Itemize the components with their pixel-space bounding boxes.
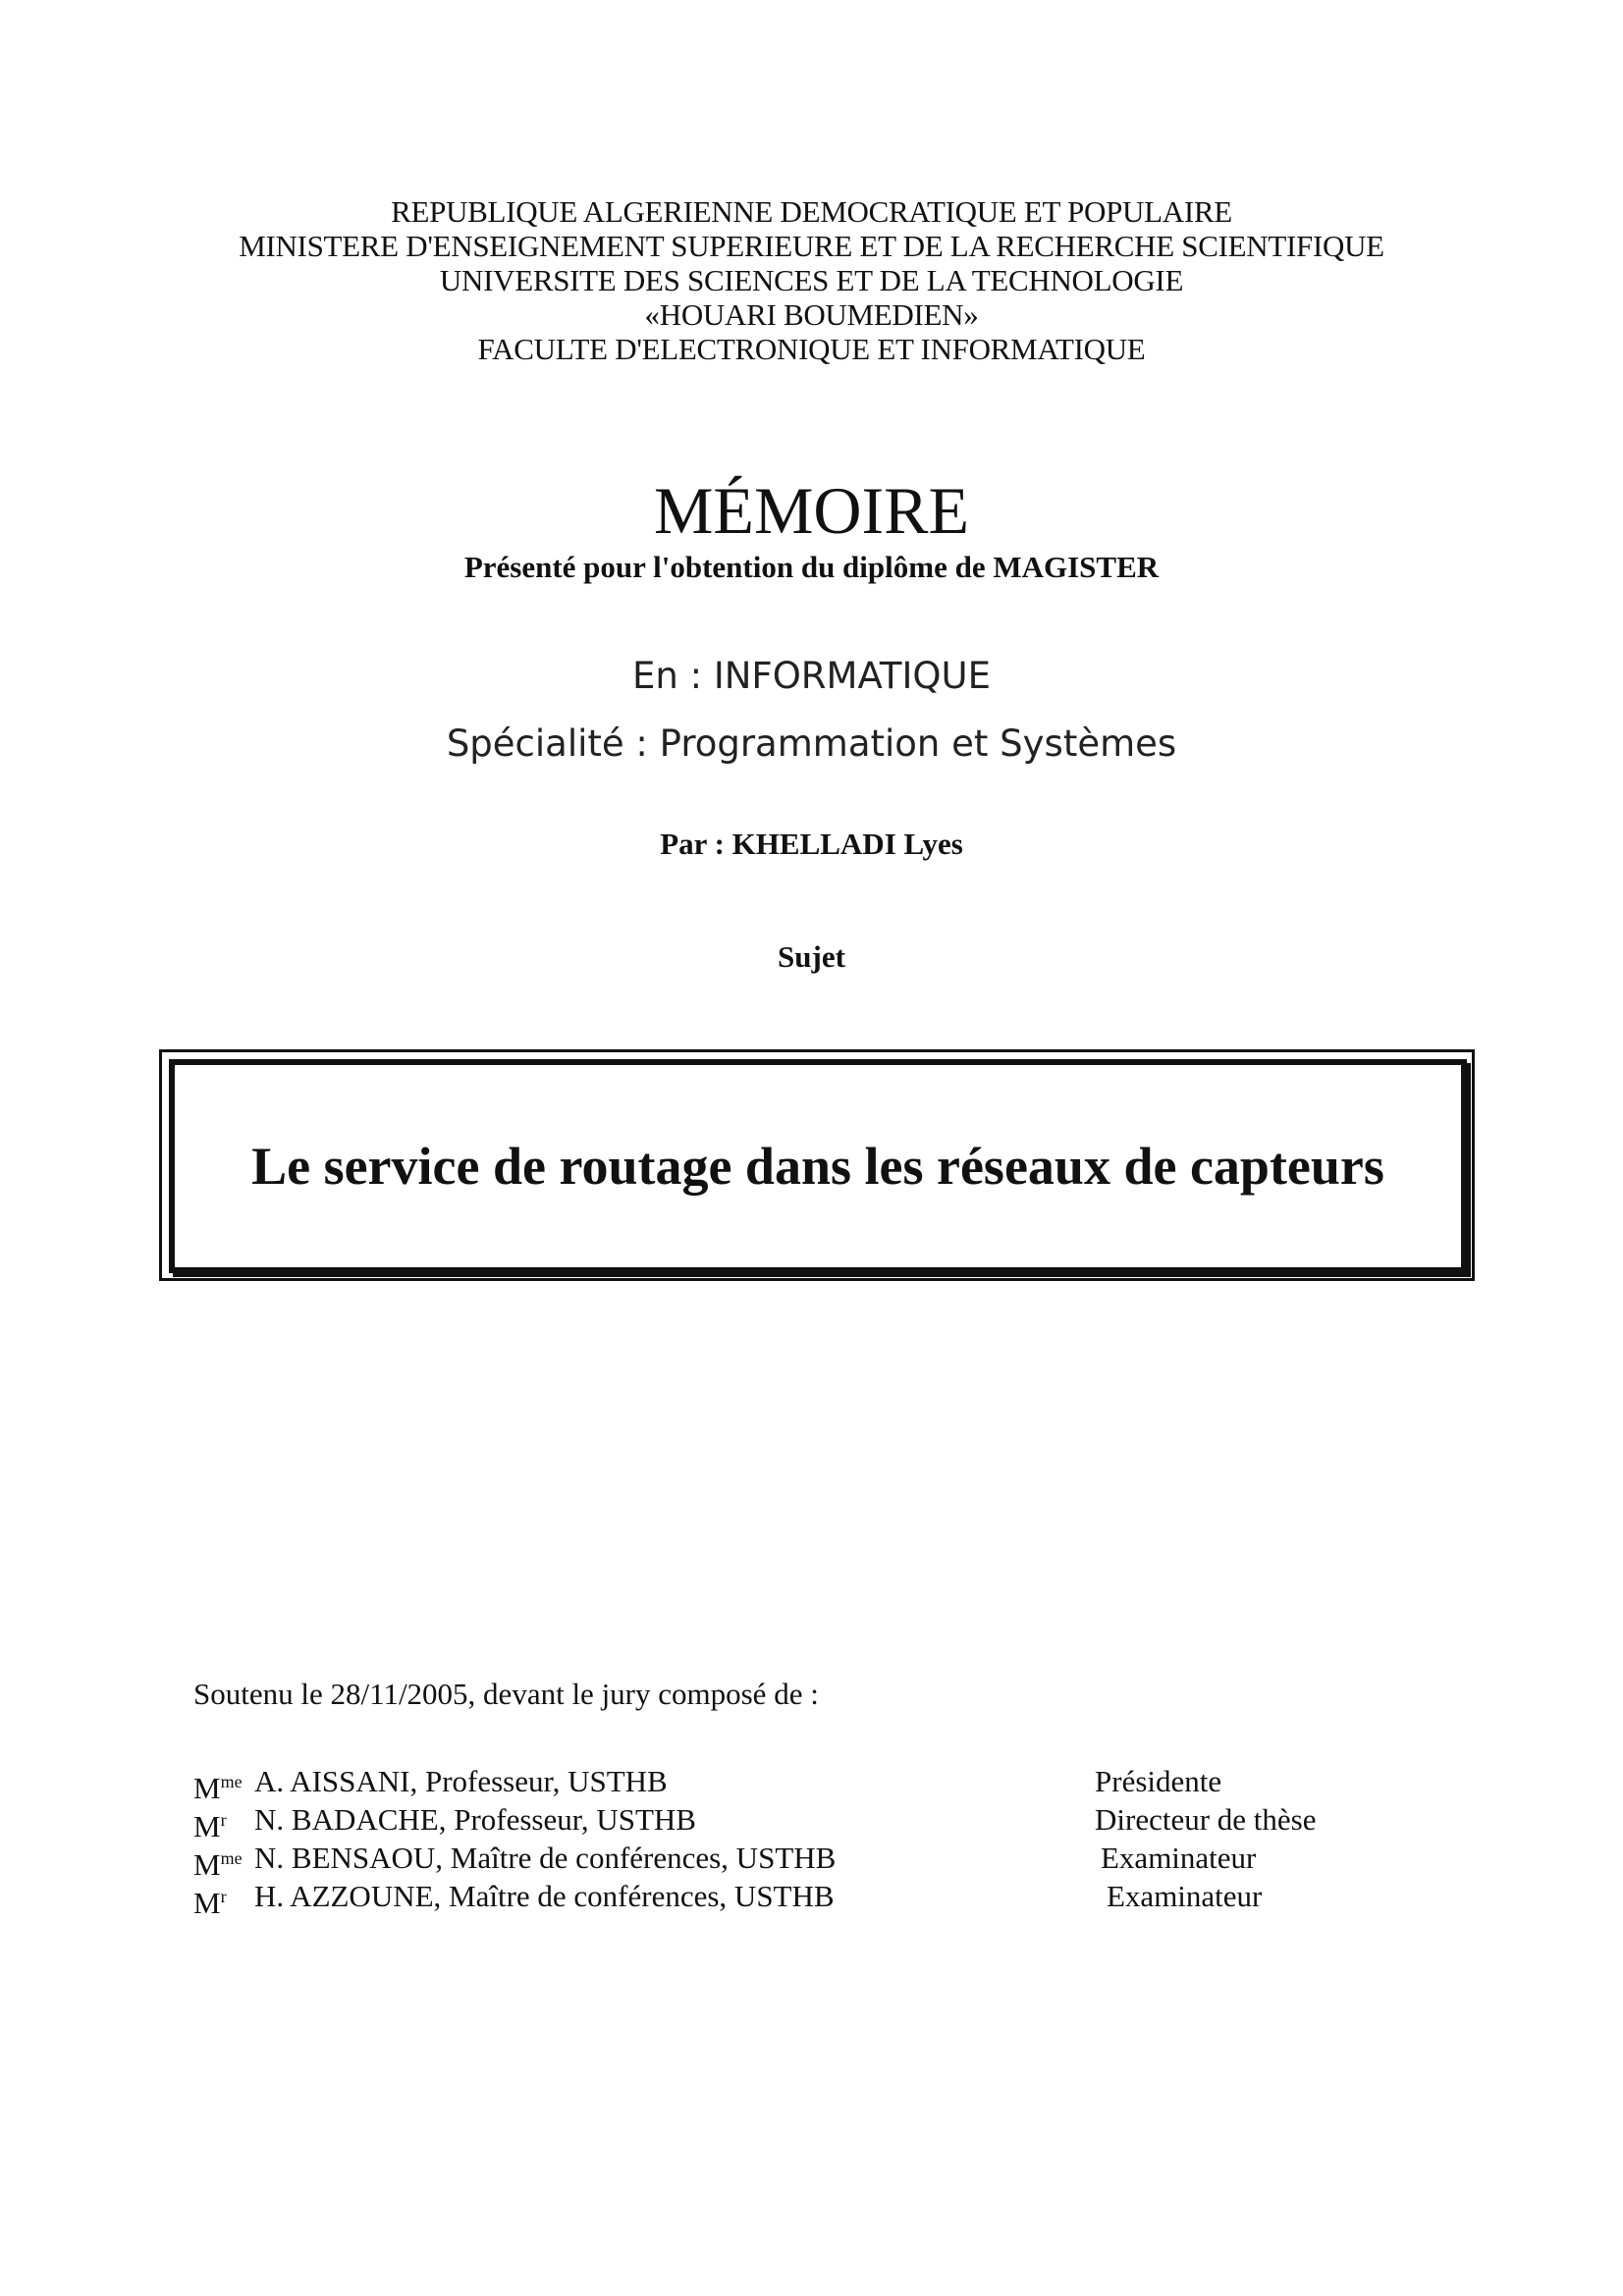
header-line-university: UNIVERSITE DES SCIENCES ET DE LA TECHNOLOGIE <box>439 263 1184 297</box>
jury-civility: $M^r$ <box>193 1809 227 1843</box>
defense-statement: Soutenu le 28/11/2005, devant le jury composé de : <box>193 1677 819 1711</box>
jury-civility: $M^r$ <box>193 1886 227 1920</box>
jury-civility: $M^{me}$ <box>193 1847 243 1882</box>
jury-member <box>193 1841 1411 1882</box>
jury-name: N. BENSAOU, Maître de conférences, USTHB <box>254 1841 837 1875</box>
document-subtitle: Présenté pour l'obtention du diplôme de MAGISTER <box>463 550 1160 584</box>
jury-list <box>193 1764 1411 1920</box>
jury-name: A. AISSANI, Professeur, USTHB <box>254 1764 668 1798</box>
jury-member <box>193 1879 1411 1920</box>
jury-role: Présidente <box>1095 1764 1222 1798</box>
header-line-ministry: MINISTERE D'ENSEIGNEMENT SUPERIEURE ET DE LA RECHERCHE SCIENTIFIQUE <box>239 229 1384 263</box>
jury-name: H. AZZOUNE, Maître de conférences, USTHB <box>254 1879 835 1913</box>
header-line-faculty: FACULTE D'ELECTRONIQUE ET INFORMATIQUE <box>477 332 1146 366</box>
document-title: MÉMOIRE <box>653 473 970 548</box>
subject-label: Sujet <box>778 939 845 974</box>
jury-member <box>193 1764 1411 1805</box>
jury-civility: $M^{me}$ <box>193 1771 243 1805</box>
speciality: Spécialité : Programmation et Systèmes <box>446 722 1177 765</box>
author-line: Par : KHELLADI Lyes <box>660 827 963 861</box>
jury-name: N. BADACHE, Professeur, USTHB <box>254 1802 696 1837</box>
jury-role: Examinateur <box>1101 1841 1257 1875</box>
subject-frame <box>169 1059 1467 1273</box>
jury-role: Directeur de thèse <box>1095 1802 1317 1837</box>
header-line-university-name: «HOUARI BOUMEDIEN» <box>644 297 979 332</box>
jury-member <box>193 1802 1411 1841</box>
institution-header <box>0 194 1623 366</box>
subject-title: Le service de routage dans les réseaux de capteurs <box>251 1137 1384 1196</box>
field-of-study: En : INFORMATIQUE <box>632 655 991 697</box>
jury-role: Examinateur <box>1107 1879 1263 1913</box>
header-line-republic: REPUBLIQUE ALGERIENNE DEMOCRATIQUE ET POPULAIRE <box>391 194 1232 229</box>
